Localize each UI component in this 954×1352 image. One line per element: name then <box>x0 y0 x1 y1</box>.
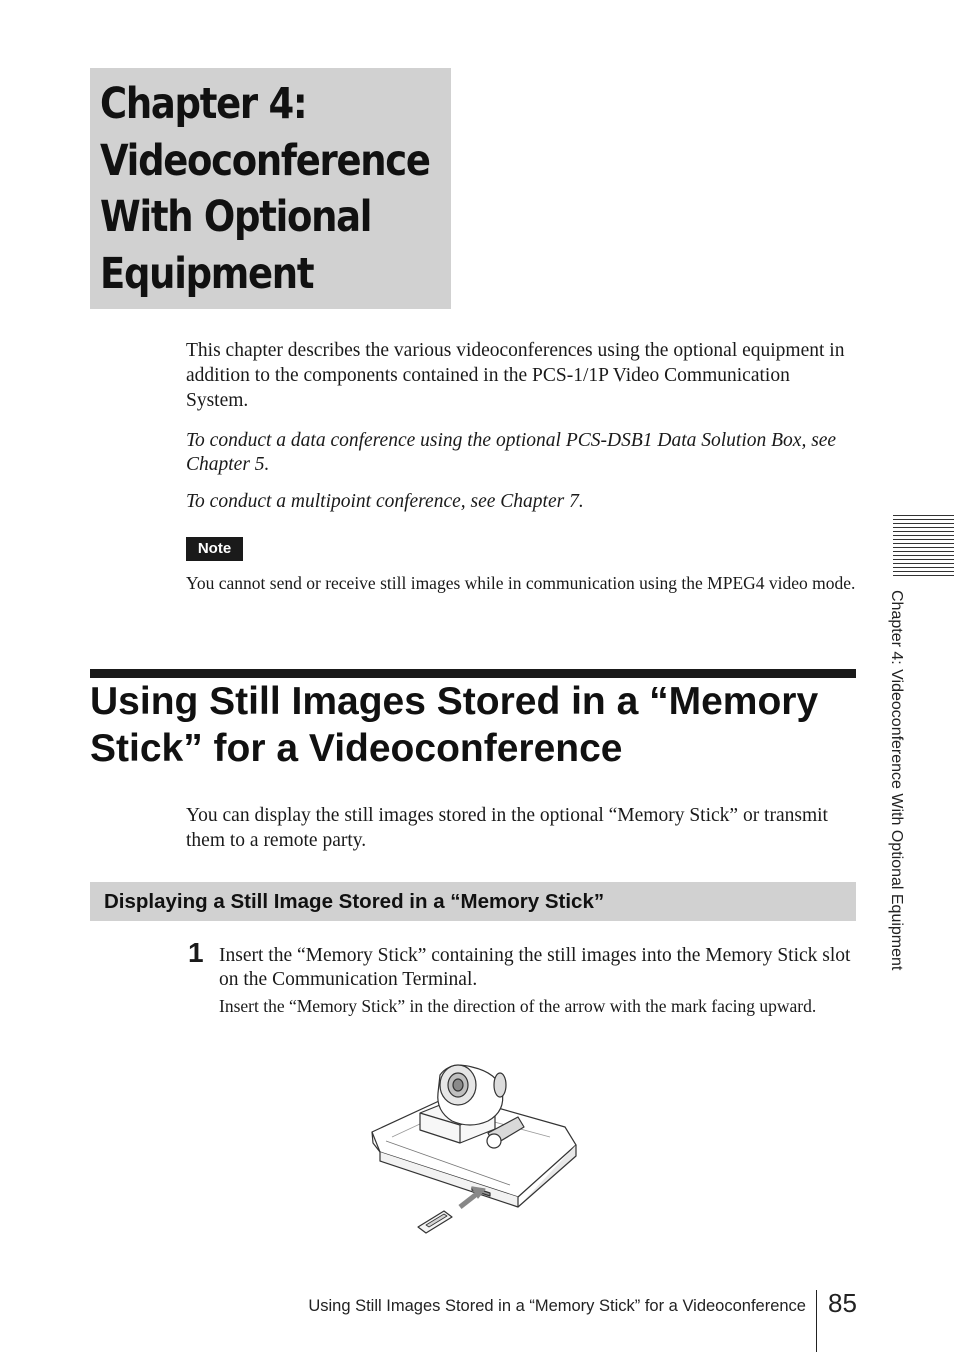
chapter-title-line: Equipment <box>100 248 314 299</box>
footer-divider <box>816 1290 817 1352</box>
chapter-title-line: Videoconference <box>100 135 430 186</box>
step-text: Insert the “Memory Stick” containing the still images into the Memory Stick slot on the Communication Terminal. <box>219 945 851 990</box>
section-divider <box>90 669 856 678</box>
chapter5-reference: To conduct a data conference using the optional PCS-DSB1 Data Solution Box, see Chapter 5. <box>186 430 837 475</box>
footer-running-title: Using Still Images Stored in a “Memory Stick” for a Videoconference <box>308 1297 806 1315</box>
step-number: 1 <box>188 937 204 968</box>
section-title: Using Still Images Stored in a “Memory Stick” for a Videoconference <box>90 680 819 770</box>
chapter-title-line: Chapter 4: <box>100 79 307 129</box>
side-tab-marker <box>893 515 954 579</box>
side-tab-chapter-label: Chapter 4: Videoconference With Optional Equipment <box>888 590 905 971</box>
chapter-intro-paragraph: This chapter describes the various videoconferences using the optional equipment in addition to the components contained in the PCS-1/1P Video Communication System. <box>186 340 845 411</box>
note-text: You cannot send or receive still images while in communication using the MPEG4 video mode. <box>186 573 856 593</box>
chapter7-reference: To conduct a multipoint conference, see Chapter 7. <box>186 491 584 512</box>
note-label: Note <box>186 537 243 561</box>
step-subtext: Insert the “Memory Stick” in the direction of the arrow with the mark facing upward. <box>219 996 817 1016</box>
subsection-title: Displaying a Still Image Stored in a “Memory Stick” <box>90 882 856 921</box>
chapter-title <box>100 76 430 302</box>
page-number: 85 <box>828 1288 857 1318</box>
memory-stick-insertion-illustration <box>360 1055 590 1245</box>
chapter-title-line: With Optional <box>100 192 372 242</box>
section-intro: You can display the still images stored in the optional “Memory Stick” or transmit them to a remote party. <box>186 805 828 851</box>
chapter-title-box <box>90 68 451 309</box>
